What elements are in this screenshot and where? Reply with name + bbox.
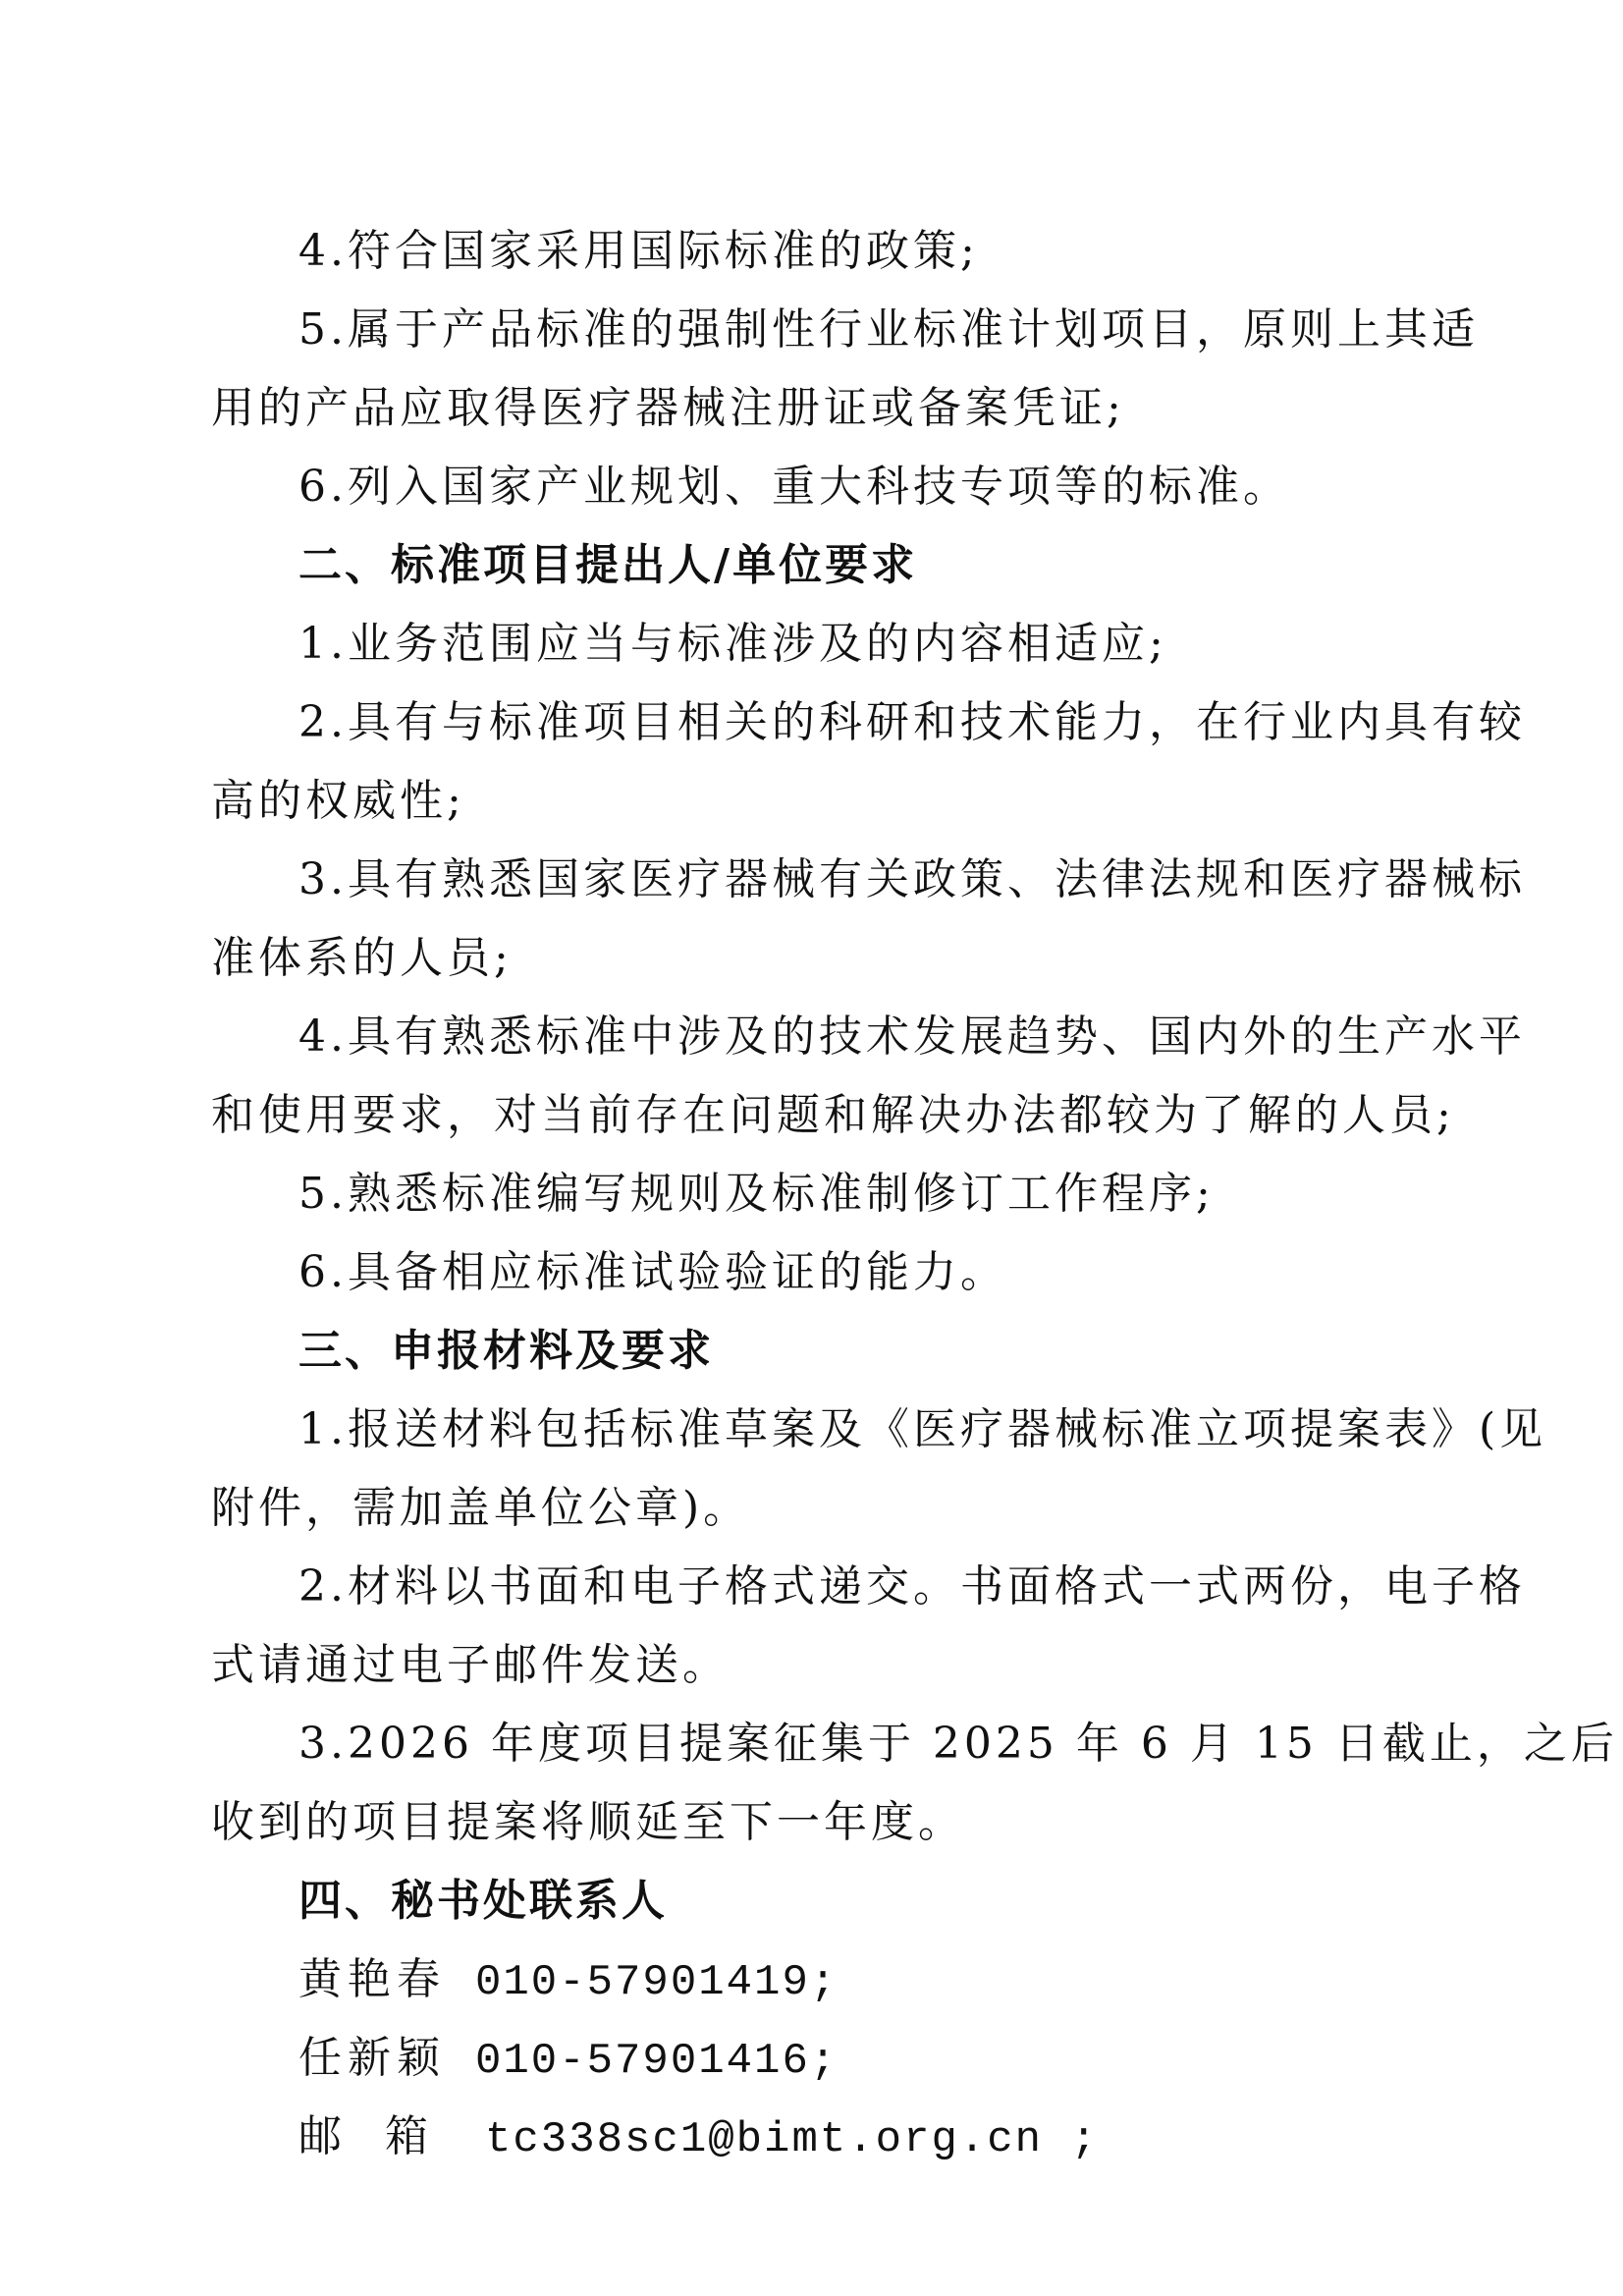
item-s2-3-line1: 3.具有熟悉国家医疗器械有关政策、法律法规和医疗器械标: [298, 854, 1526, 904]
section2-heading: 二、标准项目提出人/单位要求: [298, 540, 918, 590]
item-s2-5-line1: 5.熟悉标准编写规则及标准制修订工作程序;: [298, 1169, 1215, 1219]
email-address: tc338sc1@bimt.org.cn ;: [485, 2115, 1099, 2164]
item-s2-6-line1: 6.具备相应标准试验验证的能力。: [298, 1247, 1007, 1297]
email-label: 邮 箱: [298, 2111, 428, 2161]
contact-row: [298, 2019, 838, 2101]
section3-heading: 三、申报材料及要求: [298, 1326, 714, 1376]
item-s2-1-line1: 1.业务范围应当与标准涉及的内容相适应;: [298, 619, 1167, 669]
item-s3-1-line2: 附件，需加盖单位公章)。: [211, 1483, 751, 1533]
contact-name: 黄艳春: [298, 1954, 446, 2004]
item-s3-2-line1: 2.材料以书面和电子格式递交。书面格式一式两份，电子格: [298, 1561, 1526, 1612]
item-s2-2-line1: 2.具有与标准项目相关的科研和技术能力，在行业内具有较: [298, 697, 1526, 747]
item-s3-3-line1: 3.2026 年度项目提案征集于 2025 年 6 月 15 日截止，之后: [298, 1719, 1618, 1769]
item-s1-5-line1: 5.属于产品标准的强制性行业标准计划项目，原则上其适: [298, 304, 1479, 355]
item-s1-6-line1: 6.列入国家产业规划、重大科技专项等的标准。: [298, 462, 1290, 512]
contact-name: 任新颖: [298, 2033, 446, 2083]
contact-row: [298, 1941, 838, 2022]
item-s3-1-line1: 1.报送材料包括标准草案及《医疗器械标准立项提案表》(见: [298, 1404, 1547, 1454]
item-s2-3-line2: 准体系的人员;: [211, 933, 513, 983]
item-s1-4-line1: 4.符合国家采用国际标准的政策;: [298, 226, 979, 276]
contact-phone: 010-57901416;: [475, 2037, 839, 2086]
item-s1-5-line2: 用的产品应取得医疗器械注册证或备案凭证;: [211, 383, 1125, 433]
section4-heading: 四、秘书处联系人: [298, 1876, 668, 1926]
contact-phone: 010-57901419;: [475, 1958, 839, 2007]
item-s3-2-line2: 式请通过电子邮件发送。: [211, 1640, 730, 1690]
email-row: [298, 2098, 1099, 2179]
item-s2-4-line1: 4.具有熟悉标准中涉及的技术发展趋势、国内外的生产水平: [298, 1011, 1526, 1062]
item-s3-3-line2: 收到的项目提案将顺延至下一年度。: [211, 1797, 965, 1847]
item-s2-4-line2: 和使用要求，对当前存在问题和解决办法都较为了解的人员;: [211, 1090, 1455, 1140]
item-s2-2-line2: 高的权威性;: [211, 776, 465, 826]
